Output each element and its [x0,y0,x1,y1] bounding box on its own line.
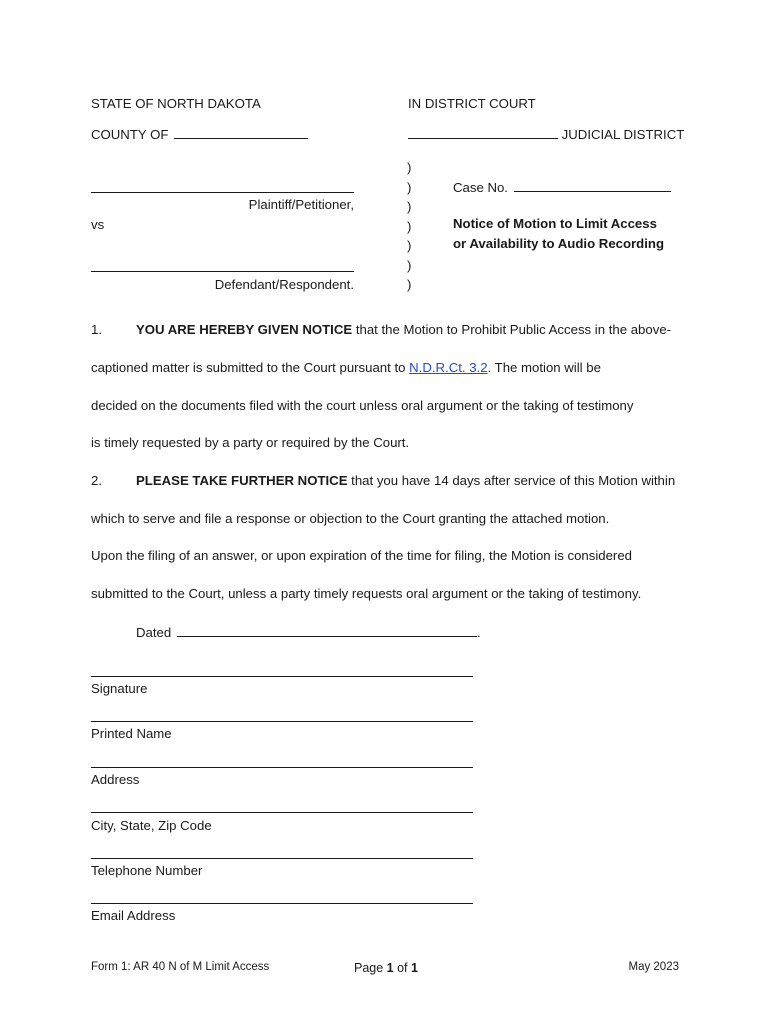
court-label: IN DISTRICT COURT [408,96,536,111]
paragraph-2-line1 [91,473,683,488]
plaintiff-label: Plaintiff/Petitioner, [248,197,354,212]
paragraph-2-line2: which to serve and file a response or objection to the Court granting the attached motion. [91,511,610,526]
footer-form-id: Form 1: AR 40 N of M Limit Access [91,961,270,973]
printed-name-field[interactable] [91,721,473,722]
document-title-line1: Notice of Motion to Limit Access [453,216,657,231]
page-current: 1 [386,961,394,975]
email-field[interactable] [91,903,473,904]
county-row [91,126,308,142]
paragraph-1-line4: is timely requested by a party or required by the Court. [91,435,410,450]
rule-link[interactable]: N.D.R.Ct. 3.2 [409,360,488,375]
case-no-row [453,179,671,195]
case-no-field[interactable] [514,179,671,192]
signature-label: Signature [91,681,148,696]
city-state-zip-label: City, State, Zip Code [91,818,212,833]
dated-field[interactable] [177,624,477,637]
paragraph-2-line4: submitted to the Court, unless a party timely requests oral argument or the taking of testimony. [91,586,642,601]
email-label: Email Address [91,908,176,923]
state-label: STATE OF NORTH DAKOTA [91,96,261,111]
paragraph-1-line3: decided on the documents filed with the court unless oral argument or the taking of testimony [91,398,634,413]
address-label: Address [91,772,140,787]
paragraph-1-line1 [91,322,683,337]
paragraph-text: . The motion will be [487,360,601,375]
county-label: COUNTY OF [91,127,169,142]
vs-label: vs [91,217,105,232]
paragraph-text: that the Motion to Prohibit Public Access in the above- [352,322,672,337]
paragraph-number: 2. [91,473,102,488]
telephone-field[interactable] [91,858,473,859]
paren: ) [407,160,412,175]
document-title-line2: or Availability to Audio Recording [453,236,665,251]
judicial-district-label: JUDICIAL DISTRICT [561,127,685,142]
defendant-label: Defendant/Respondent. [214,277,354,292]
case-no-label: Case No. [453,180,508,195]
caption-parens [407,158,417,295]
page-prefix: Page [354,961,387,975]
footer-page-number [354,961,418,975]
page-total: 1 [411,961,418,975]
paren: ) [407,199,412,214]
paragraph-1-line2 [91,360,683,375]
paragraph-number: 1. [91,322,102,337]
telephone-label: Telephone Number [91,863,203,878]
paren: ) [407,179,412,195]
paren: ) [407,277,412,292]
judicial-district-row [408,126,684,142]
notice-heading: YOU ARE HEREBY GIVEN NOTICE [136,322,353,337]
judicial-district-field[interactable] [408,126,558,139]
address-field[interactable] [91,767,473,768]
signature-field[interactable] [91,676,473,677]
paragraph-2-line3: Upon the filing of an answer, or upon expiration of the time for filing, the Motion is considered [91,548,632,563]
city-state-zip-field[interactable] [91,812,473,813]
printed-name-label: Printed Name [91,726,172,741]
dated-label: Dated [136,625,172,640]
page-of: of [393,961,411,975]
plaintiff-name-field[interactable] [91,192,354,193]
defendant-name-field[interactable] [91,271,354,272]
dated-period: . [476,625,481,640]
dated-row [136,624,481,640]
paragraph-text: captioned matter is submitted to the Court pursuant to [91,360,410,375]
notice-heading: PLEASE TAKE FURTHER NOTICE [136,473,348,488]
footer-date: May 2023 [628,961,679,973]
paren: ) [407,238,412,253]
paren: ) [407,257,412,273]
county-field[interactable] [174,126,308,139]
paragraph-text: that you have 14 days after service of this Motion within [347,473,676,488]
paren: ) [407,218,412,234]
